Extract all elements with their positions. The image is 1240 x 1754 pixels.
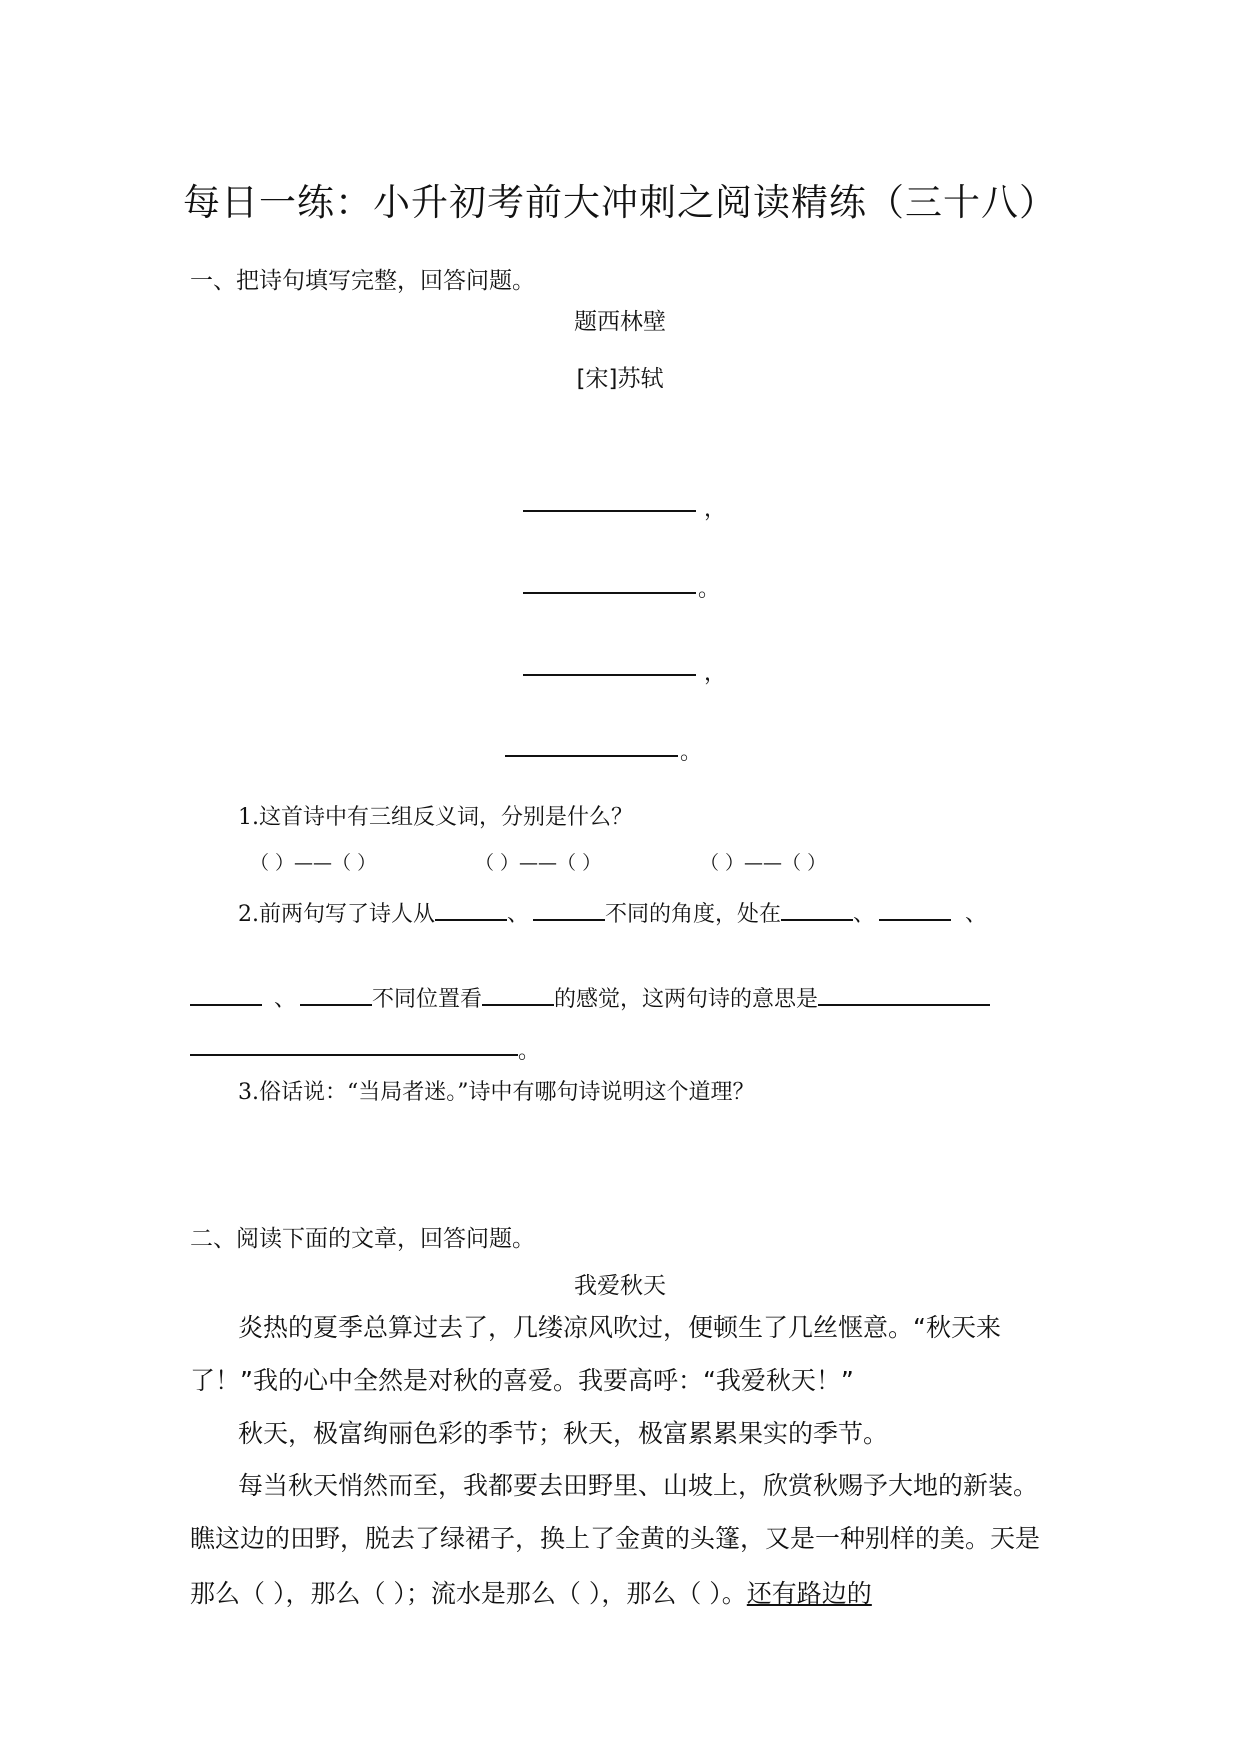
q2-blank-9[interactable] — [190, 1054, 518, 1056]
article-p3-underlined: 还有路边的 — [746, 1579, 872, 1608]
q2-sep-3: 、 — [965, 902, 988, 927]
article-p1-line-1: 炎热的夏季总算过去了，几缕凉风吹过，便顿生了几丝惬意。“秋天来 — [238, 1313, 1001, 1342]
question-2-line-2 — [190, 982, 990, 1013]
section2-heading: 二、阅读下面的文章，回答问题。 — [190, 1226, 535, 1252]
q2-blank-1[interactable] — [435, 901, 507, 921]
page-title: 每日一练：小升初考前大冲刺之阅读精练（三十八） — [183, 181, 1057, 224]
q2-end: 。 — [518, 1039, 541, 1064]
poem-line-2-blank[interactable] — [523, 592, 696, 594]
q2-blank-3[interactable] — [781, 901, 853, 921]
article-p3-line-2: 瞧这边的田野，脱去了绿裙子，换上了金黄的头篷，又是一种别样的美。天是 — [190, 1524, 1041, 1553]
q2-blank-2[interactable] — [533, 901, 605, 921]
poem-author: [宋]苏轼 — [576, 366, 664, 392]
poem-line-3-blank[interactable] — [523, 674, 696, 676]
q1-pair-1: （ ）——（ ） — [250, 852, 377, 874]
question-3: 3.俗话说：“当局者迷。”诗中有哪句诗说明这个道理？ — [238, 1080, 755, 1105]
section1-heading: 一、把诗句填写完整，回答问题。 — [190, 268, 535, 294]
q2-blank-4[interactable] — [879, 901, 951, 921]
q2-text-b: 不同的角度，处在 — [605, 902, 782, 927]
q1-pair-2: （ ）——（ ） — [475, 852, 602, 874]
q2-blank-6[interactable] — [300, 986, 372, 1006]
q2-blank-5[interactable] — [190, 986, 262, 1006]
article-p2: 秋天，极富绚丽色彩的季节；秋天，极富累累果实的季节。 — [238, 1419, 889, 1448]
question-2-line-1 — [238, 897, 987, 928]
q2-blank-7[interactable] — [482, 986, 554, 1006]
q2-text-c: 不同位置看 — [372, 987, 483, 1012]
q2-blank-8[interactable] — [818, 986, 990, 1006]
article-title: 我爱秋天 — [574, 1273, 666, 1299]
poem-title: 题西林壁 — [574, 309, 666, 335]
q1-pair-3: （ ）——（ ） — [700, 852, 827, 874]
poem-line-3-punct: ， — [704, 661, 727, 686]
article-p3-line-3-text: 那么（ ），那么（ ）；流水是那么（ ），那么（ ）。 — [190, 1579, 747, 1608]
article-p1-line-2: 了！”我的心中全然是对秋的喜爱。我要高呼：“我爱秋天！” — [190, 1366, 854, 1395]
poem-line-4-punct: 。 — [680, 740, 703, 765]
q2-sep-4: 、 — [274, 987, 297, 1012]
poem-line-2-punct: 。 — [698, 577, 721, 602]
q2-text-d: 的感觉，这两句诗的意思是 — [554, 987, 819, 1012]
q2-text-a: 2.前两句写了诗人从 — [238, 902, 435, 927]
poem-line-4-blank[interactable] — [505, 755, 678, 757]
article-p3-line-1: 每当秋天悄然而至，我都要去田野里、山坡上，欣赏秋赐予大地的新装。 — [238, 1471, 1039, 1500]
poem-line-1-blank[interactable] — [523, 510, 696, 512]
q2-sep-2: 、 — [853, 902, 876, 927]
question-1: 1.这首诗中有三组反义词，分别是什么？ — [238, 805, 633, 830]
article-p3-line-3 — [190, 1574, 872, 1610]
q2-sep-1: 、 — [507, 902, 530, 927]
poem-line-1-punct: ， — [704, 497, 727, 522]
